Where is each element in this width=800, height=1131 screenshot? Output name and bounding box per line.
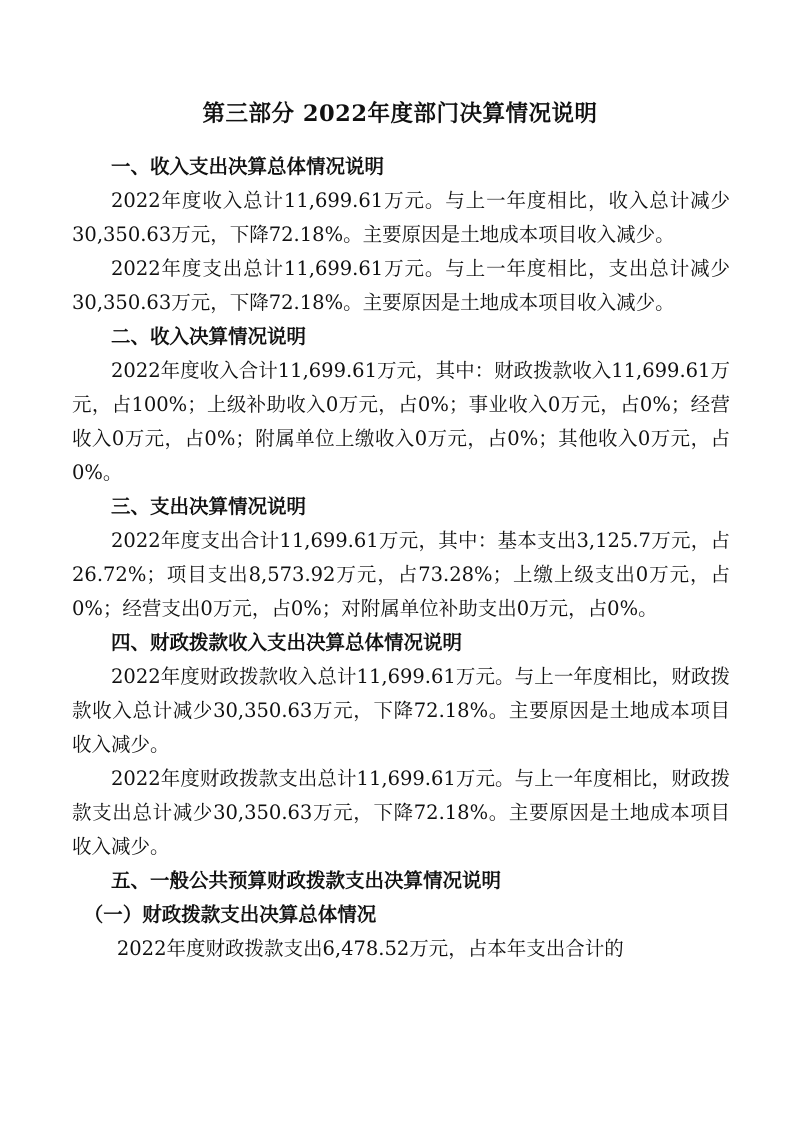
section-heading-2: 二、收入决算情况说明: [111, 325, 307, 348]
paragraph: 2022年度财政拨款支出6,478.52万元，占本年支出合计的: [116, 937, 624, 960]
section-heading-4: 四、财政拨款收入支出决算总体情况说明: [111, 631, 463, 654]
paragraph: 2022年度支出合计11,699.61万元，其中：基本支出3,125.7万元，占26.72%；项目支出8,573.92万元，占73.28%；上缴上级支出0万元，占0%；经营支出0万元，占0%；对附属单位补助支出0万元，占0%。: [72, 529, 730, 620]
paragraph: 2022年度支出总计11,699.61万元。与上一年度相比，支出总计减少30,350.63万元，下降72.18%。主要原因是土地成本项目收入减少。: [72, 257, 730, 314]
paragraph: 2022年度财政拨款收入总计11,699.61万元。与上一年度相比，财政拨款收入总计减少30,350.63万元，下降72.18%。主要原因是土地成本项目收入减少。: [72, 665, 730, 756]
section-heading-1: 一、收入支出决算总体情况说明: [111, 155, 385, 178]
page-title: 第三部分 2022年度部门决算情况说明: [202, 101, 598, 127]
paragraph: 2022年度收入合计11,699.61万元，其中：财政拨款收入11,699.61万元，占100%；上级补助收入0万元，占0%；事业收入0万元，占0%；经营收入0万元，占0%；附属单位上缴收入0万元，占0%；其他收入0万元，占0%。: [72, 359, 730, 484]
document-body: [72, 150, 730, 966]
section-heading-3: 三、支出决算情况说明: [111, 495, 307, 518]
paragraph: 2022年度财政拨款支出总计11,699.61万元。与上一年度相比，财政拨款支出总计减少30,350.63万元，下降72.18%。主要原因是土地成本项目收入减少。: [72, 767, 730, 858]
section-heading-5: 五、一般公共预算财政拨款支出决算情况说明: [111, 869, 502, 892]
paragraph: 2022年度收入总计11,699.61万元。与上一年度相比，收入总计减少30,350.63万元，下降72.18%。主要原因是土地成本项目收入减少。: [72, 189, 730, 246]
subsection-heading-1: （一）财政拨款支出决算总体情况: [83, 903, 377, 926]
